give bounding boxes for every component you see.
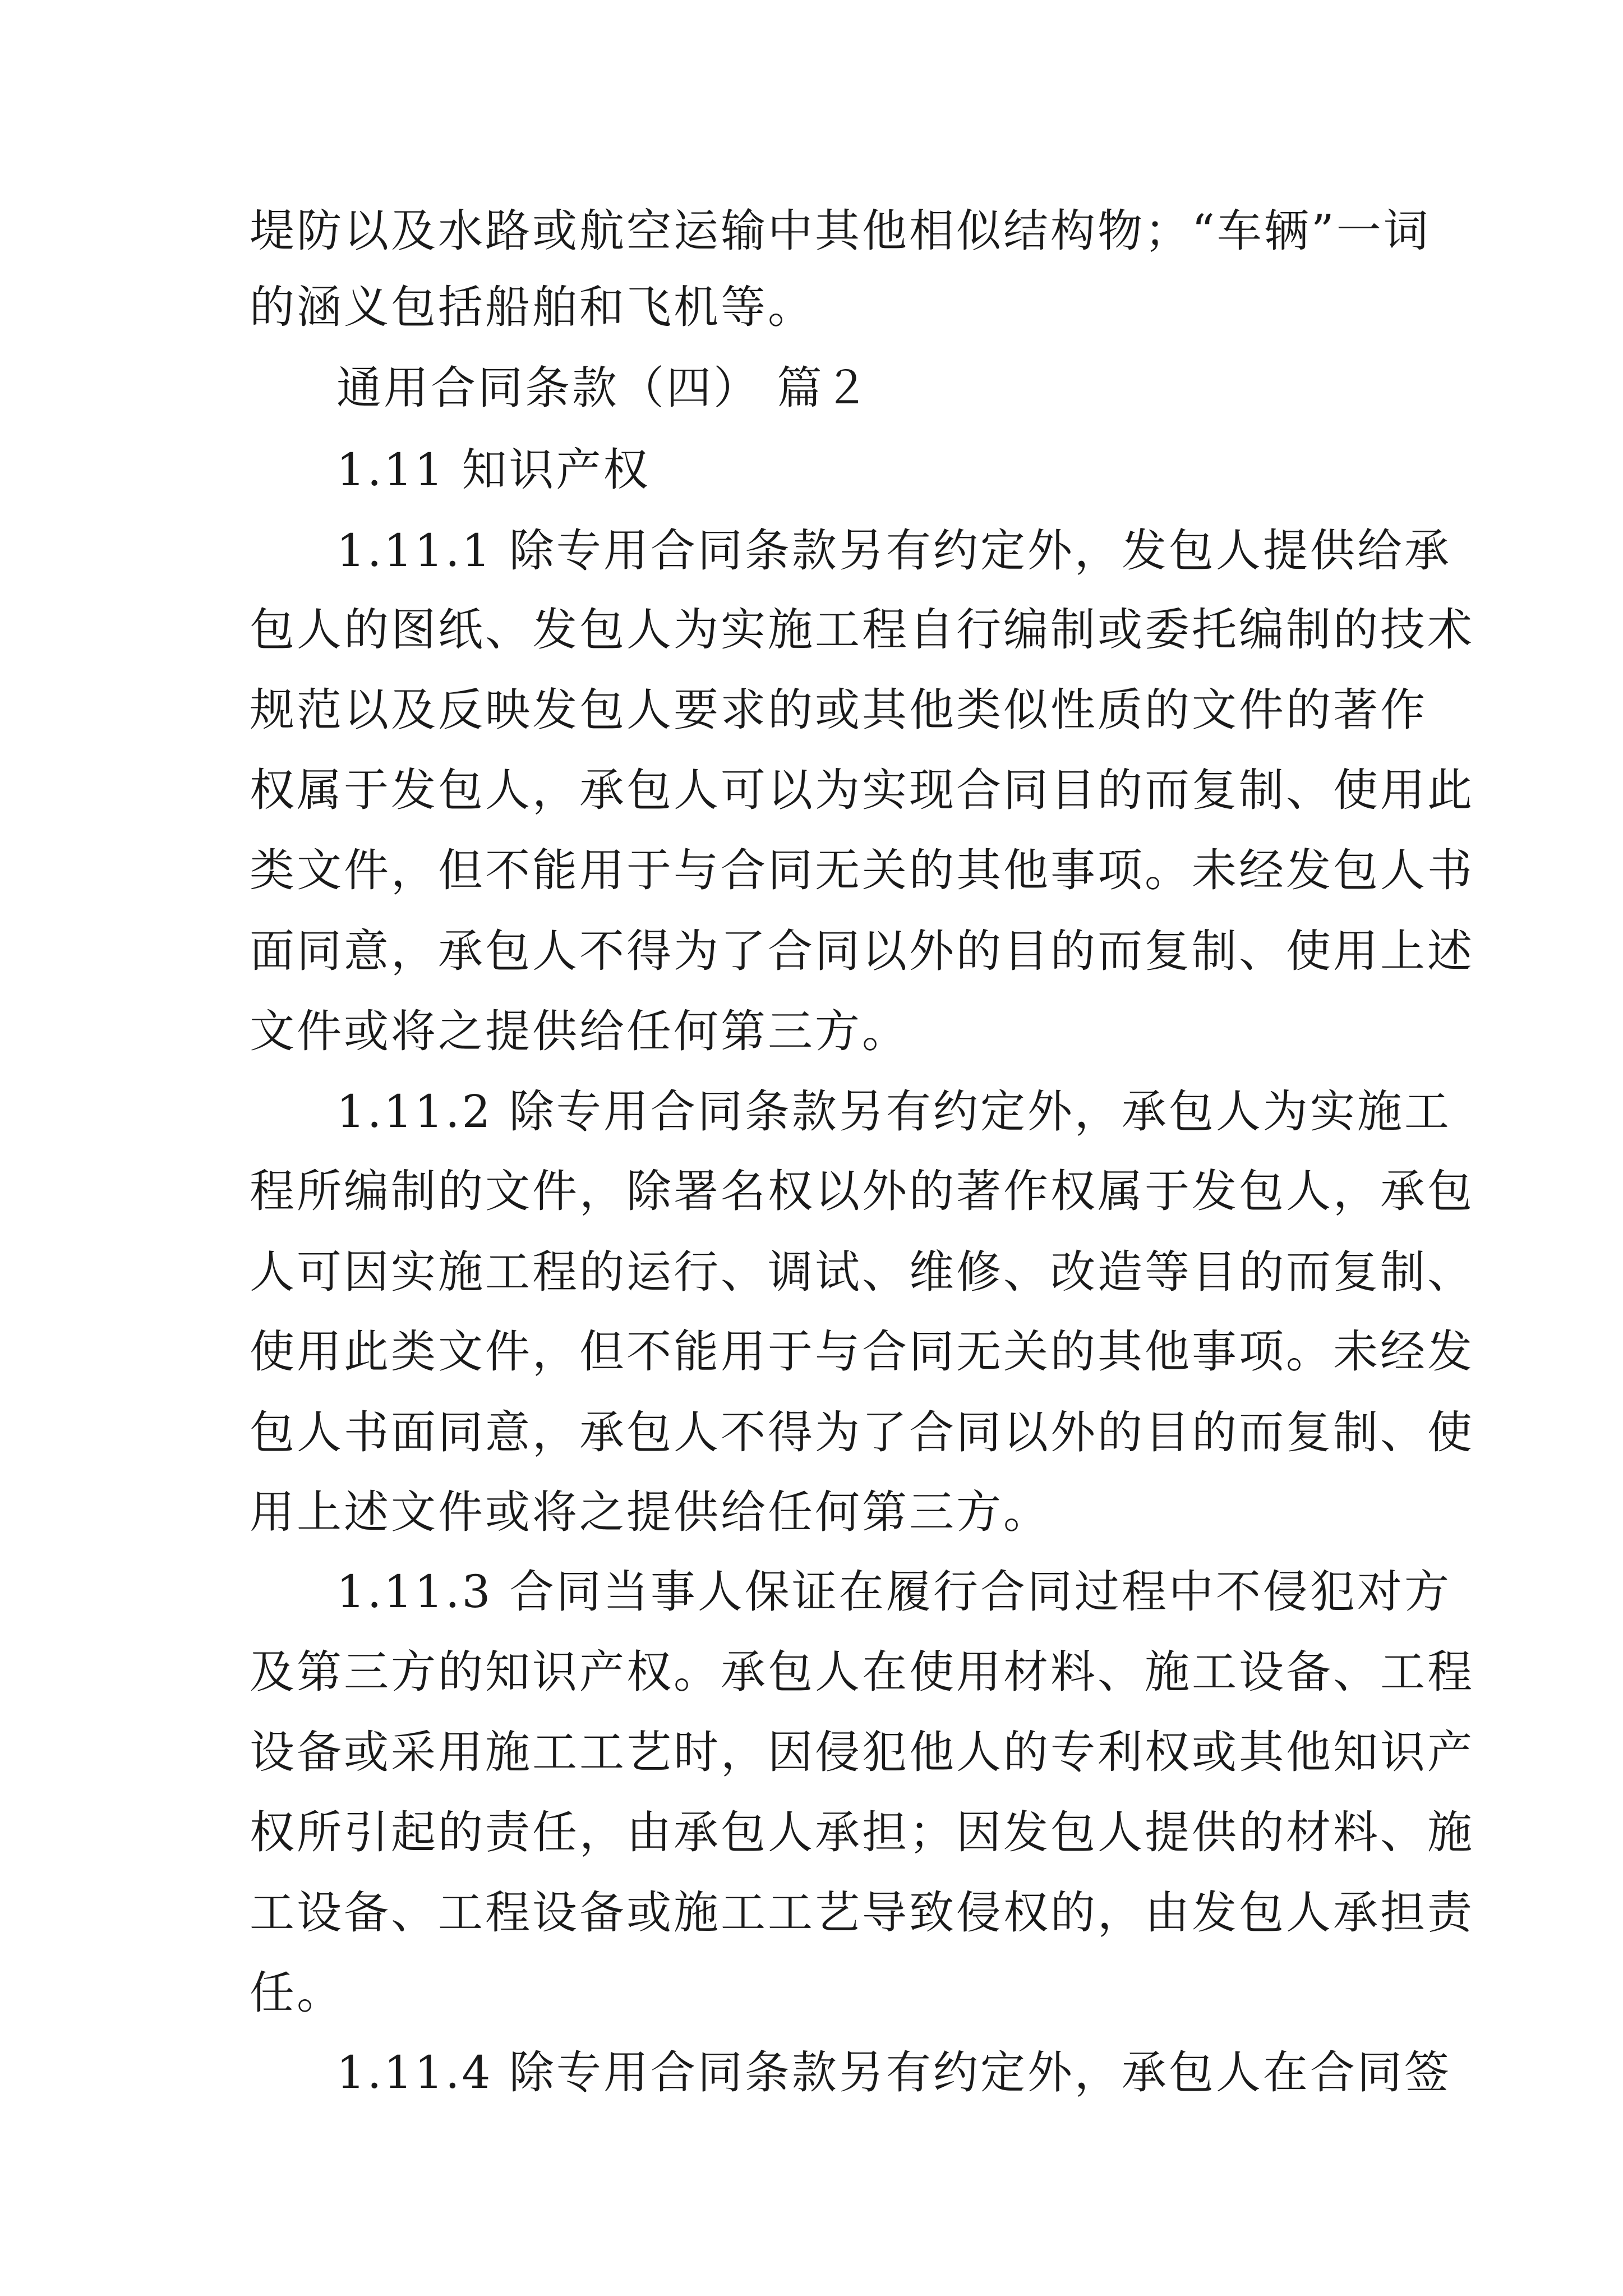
text-line: 面同意，承包人不得为了合同以外的目的而复制、使用上述: [250, 925, 1474, 977]
text-line: 工设备、工程设备或施工工艺导致侵权的，由发包人承担责: [250, 1887, 1474, 1939]
text-line: 包人书面同意，承包人不得为了合同以外的目的而复制、使: [250, 1406, 1474, 1458]
text-line: 权属于发包人，承包人可以为实现合同目的而复制、使用此: [250, 764, 1474, 816]
text-line: 的涵义包括船舶和飞机等。: [250, 281, 815, 333]
clause-1-11-2-line: 1.11.2 除专用合同条款另有约定外，承包人为实施工: [336, 1085, 1451, 1138]
text-line: 规范以及反映发包人要求的或其他类似性质的文件的著作: [250, 684, 1427, 736]
clause-1-11-4-line: 1.11.4 除专用合同条款另有约定外，承包人在合同签: [336, 2046, 1451, 2099]
text-line: 类文件，但不能用于与合同无关的其他事项。未经发包人书: [250, 844, 1474, 896]
text-line: 包人的图纸、发包人为实施工程自行编制或委托编制的技术: [250, 604, 1474, 656]
text-line: 文件或将之提供给任何第三方。: [250, 1005, 909, 1057]
text-line: 权所引起的责任，由承包人承担；因发包人提供的材料、施: [250, 1806, 1474, 1858]
text-line: 设备或采用施工工艺时，因侵犯他人的专利权或其他知识产: [250, 1726, 1474, 1778]
text-line: 及第三方的知识产权。承包人在使用材料、施工设备、工程: [250, 1646, 1474, 1698]
text-line: 任。: [250, 1967, 344, 2019]
clause-1-11-3-line: 1.11.3 合同当事人保证在履行合同过程中不侵犯对方: [336, 1566, 1451, 1618]
text-line: 人可因实施工程的运行、调试、维修、改造等目的而复制、: [250, 1246, 1474, 1298]
text-line: 堤防以及水路或航空运输中其他相似结构物；“车辆”一词: [250, 205, 1431, 257]
section-heading: 通用合同条款（四） 篇２: [336, 362, 872, 414]
text-line: 使用此类文件，但不能用于与合同无关的其他事项。未经发: [250, 1326, 1474, 1378]
text-line: 程所编制的文件，除署名权以外的著作权属于发包人，承包: [250, 1165, 1474, 1217]
subsection-heading: 1.11 知识产权: [336, 444, 651, 496]
text-line: 用上述文件或将之提供给任何第三方。: [250, 1486, 1050, 1538]
clause-1-11-1-line: 1.11.1 除专用合同条款另有约定外，发包人提供给承: [336, 524, 1451, 577]
